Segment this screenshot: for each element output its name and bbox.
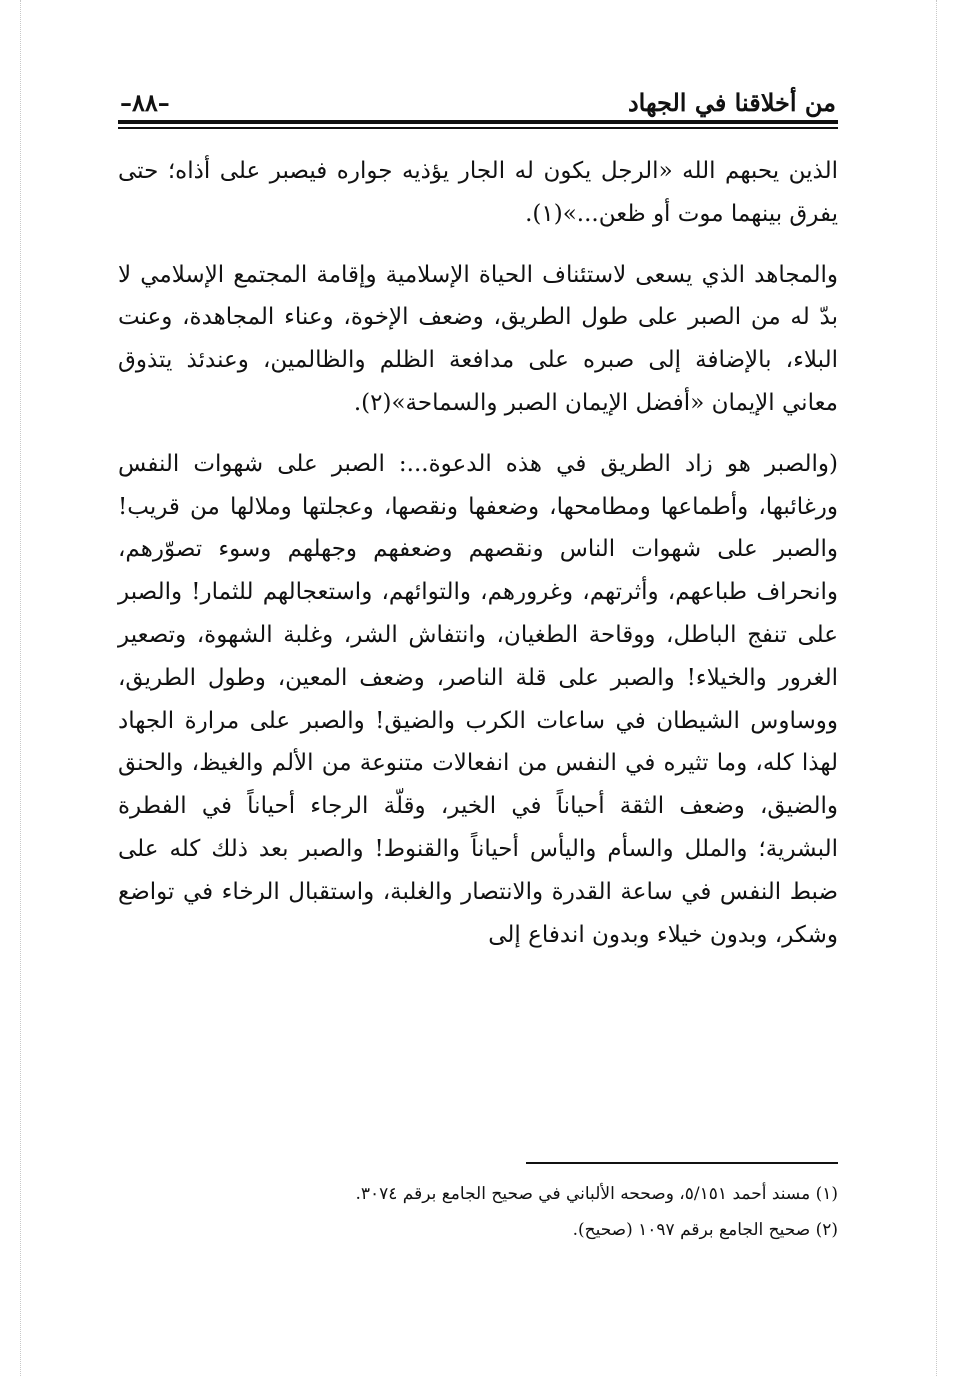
scan-margin-line	[20, 0, 21, 1376]
footnote-2: (٢) صحيح الجامع برقم ١٠٩٧ (صحيح).	[572, 1220, 838, 1240]
scan-margin-line	[936, 0, 937, 1376]
footnote-separator	[526, 1162, 838, 1164]
paragraph: (والصبر هو زاد الطريق في هذه الدعوة...: الصبر على شهوات النفس ورغائبها، وأطماعها ومطامحها، وضعفها ونقصها، وعجلتها وملالها من قريب! والصبر على شهوات الناس ونقصهم وضعفهم وجهلهم وسوء تصوّرهم، وانحراف طباعهم، وأثرتهم، وغرورهم، والتوائهم، واستعجالهم للثمار! والصبر على تنفج الباطل، ووقاحة الطغيان، وانتفاش الشر، وغلبة الشهوة، وتصعير الغرور والخيلاء! والصبر على قلة الناصر، وضعف المعين، وطول الطريق، ووساوس الشيطان في ساعات الكرب والضيق! والصبر على مرارة الجهاد لهذا كله، وما تثيره في النفس من انفعالات متنوعة من الألم والغيظ، والحنق والضيق، وضعف الثقة أحياناً في الخير، وقلّة الرجاء أحياناً في الفطرة البشرية؛ والملل والسأم واليأس أحياناً والقنوط! والصبر بعد ذلك كله على ضبط النفس في ساعة القدرة والانتصار والغلبة، واستقبال الرخاء في تواضع وشكر، وبدون خيلاء وبدون اندفاع إلى	[118, 450, 838, 948]
running-title: من أخلاقنا في الجهاد	[627, 88, 836, 117]
body-text	[118, 150, 838, 956]
header-rule-thick	[118, 120, 838, 124]
page-header	[120, 78, 836, 118]
paragraph: والمجاهد الذي يسعى لاستئناف الحياة الإسلامية وإقامة المجتمع الإسلامي لا بدّ له من الصبر على طول الطريق، وضعف الإخوة، وعناء المجاهدة، وعنت البلاء، بالإضافة إلى صبره على مدافعة الظلم والظالمين، وعندئذ يتذوق معاني الإيمان «أفضل الإيمان الصبر والسماحة»(٢).	[118, 261, 838, 416]
header-rule-thin	[118, 127, 838, 129]
footnote-1: (١) مسند أحمد ٥/١٥١، وصححه الألباني في صحيح الجامع برقم ٣٠٧٤.	[355, 1184, 838, 1204]
paragraph: الذين يحبهم الله «الرجل يكون له الجار يؤذيه جواره فيصبر على أذاه؛ حتى يفرق بينهما موت أو ظعن...»(١).	[118, 158, 838, 227]
footnotes	[118, 1176, 838, 1248]
page-number: –٨٨–	[120, 88, 170, 117]
